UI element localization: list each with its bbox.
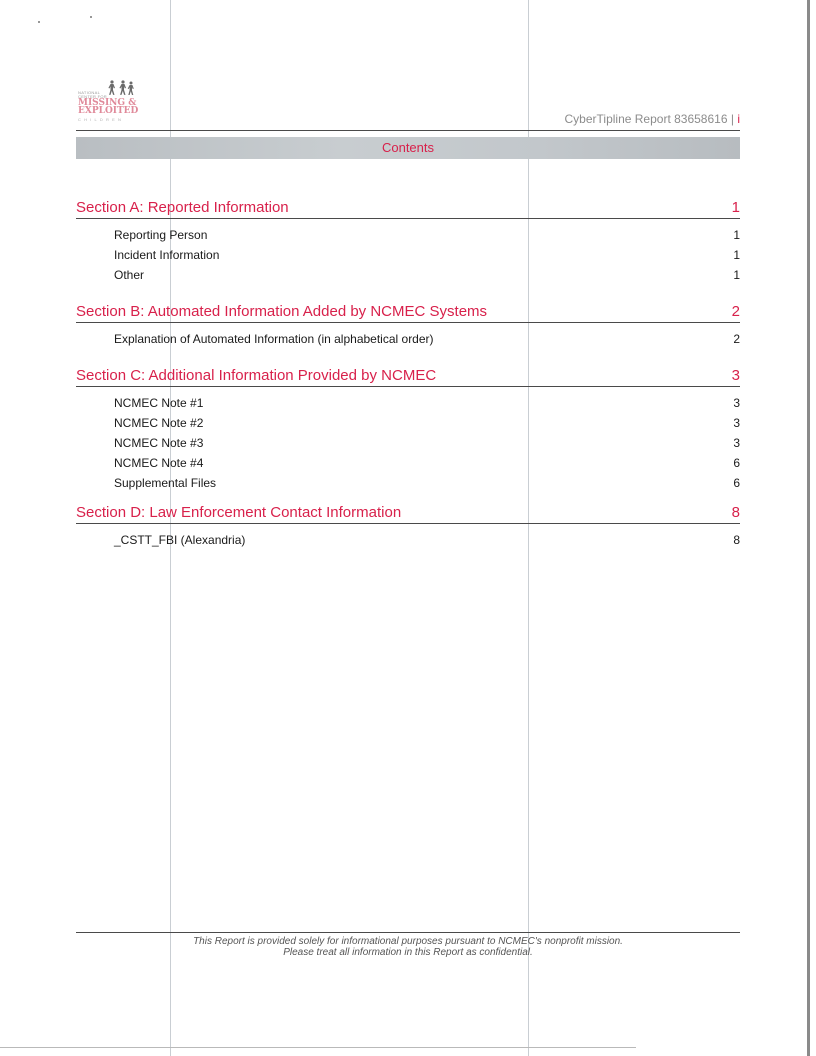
toc-section-b bbox=[76, 302, 740, 350]
contents-title: Contents bbox=[381, 140, 435, 155]
scan-speck bbox=[38, 21, 40, 23]
toc-section-heading[interactable] bbox=[76, 503, 740, 524]
toc-entry-label[interactable]: Explanation of Automated Information (in alphabetical order) bbox=[114, 332, 434, 346]
toc-entry[interactable] bbox=[76, 330, 740, 350]
toc-entry-page: 8 bbox=[733, 533, 740, 547]
toc-entry[interactable] bbox=[76, 434, 740, 454]
toc-section-heading[interactable] bbox=[76, 198, 740, 219]
toc-entry-page: 1 bbox=[733, 228, 740, 242]
section-page-number: 8 bbox=[731, 504, 740, 521]
page-number: i bbox=[737, 112, 740, 126]
toc-entry[interactable] bbox=[76, 531, 740, 551]
scan-edge-border bbox=[807, 0, 810, 1056]
logo-text-children: CHILDREN bbox=[78, 117, 125, 122]
footer-line-1: This Report is provided solely for informational purposes pursuant to NCMEC's nonprofit mission. bbox=[193, 936, 623, 947]
toc-section-heading[interactable] bbox=[76, 302, 740, 323]
toc-entry[interactable] bbox=[76, 454, 740, 474]
toc-entry-label[interactable]: NCMEC Note #3 bbox=[114, 436, 204, 450]
toc-entry[interactable] bbox=[76, 474, 740, 494]
toc-entry[interactable] bbox=[76, 266, 740, 286]
logo-text-exploited: EXPLOITED bbox=[78, 106, 139, 116]
children-figures-icon bbox=[106, 80, 138, 96]
toc-section-c bbox=[76, 366, 740, 494]
contents-banner bbox=[76, 137, 740, 159]
footer-disclaimer bbox=[76, 936, 740, 958]
section-title[interactable]: Section D: Law Enforcement Contact Information bbox=[76, 504, 402, 521]
section-title[interactable]: Section B: Automated Information Added by NCMEC Systems bbox=[76, 303, 488, 320]
toc-entry[interactable] bbox=[76, 414, 740, 434]
logo-text-center-for: CENTER FOR bbox=[78, 94, 107, 99]
toc-entry-label[interactable]: Other bbox=[114, 268, 145, 282]
section-title[interactable]: Section A: Reported Information bbox=[76, 199, 289, 216]
scan-speck bbox=[90, 16, 92, 18]
ncmec-logo bbox=[78, 80, 178, 132]
header-divider bbox=[76, 130, 740, 131]
logo-text-missing: MISSING & bbox=[78, 98, 137, 108]
section-page-number: 3 bbox=[731, 367, 740, 384]
toc-entry-label[interactable]: Incident Information bbox=[114, 248, 220, 262]
toc-entry-label[interactable]: Reporting Person bbox=[114, 228, 208, 242]
toc-entry-page: 3 bbox=[733, 396, 740, 410]
toc-section-a bbox=[76, 198, 740, 286]
report-header bbox=[565, 112, 740, 126]
toc-entry-page: 3 bbox=[733, 416, 740, 430]
footer-line-2: Please treat all information in this Report as confidential. bbox=[283, 947, 533, 958]
toc-entry-label[interactable]: NCMEC Note #2 bbox=[114, 416, 204, 430]
toc-section-d bbox=[76, 503, 740, 551]
toc-entry[interactable] bbox=[76, 226, 740, 246]
logo-text-national: NATIONAL bbox=[78, 90, 101, 95]
toc-entry-page: 3 bbox=[733, 436, 740, 450]
toc-entry-page: 6 bbox=[733, 476, 740, 490]
toc-section-heading[interactable] bbox=[76, 366, 740, 387]
toc-entry-page: 1 bbox=[733, 248, 740, 262]
toc-entry-page: 2 bbox=[733, 332, 740, 346]
toc-entry-label[interactable]: NCMEC Note #1 bbox=[114, 396, 204, 410]
toc-entry[interactable] bbox=[76, 246, 740, 266]
footer-divider bbox=[76, 932, 740, 933]
toc-entry-label[interactable]: _CSTT_FBI (Alexandria) bbox=[114, 533, 246, 547]
toc-entry-label[interactable]: Supplemental Files bbox=[114, 476, 217, 490]
toc-entry-page: 6 bbox=[733, 456, 740, 470]
header-separator: | bbox=[730, 112, 734, 126]
scan-bottom-line bbox=[0, 1047, 636, 1048]
toc-entry-page: 1 bbox=[733, 268, 740, 282]
section-page-number: 1 bbox=[731, 199, 740, 216]
section-title[interactable]: Section C: Additional Information Provided by NCMEC bbox=[76, 367, 437, 384]
toc-entry-label[interactable]: NCMEC Note #4 bbox=[114, 456, 204, 470]
report-id: CyberTipline Report 83658616 bbox=[564, 112, 728, 126]
toc-entry[interactable] bbox=[76, 394, 740, 414]
section-page-number: 2 bbox=[731, 303, 740, 320]
